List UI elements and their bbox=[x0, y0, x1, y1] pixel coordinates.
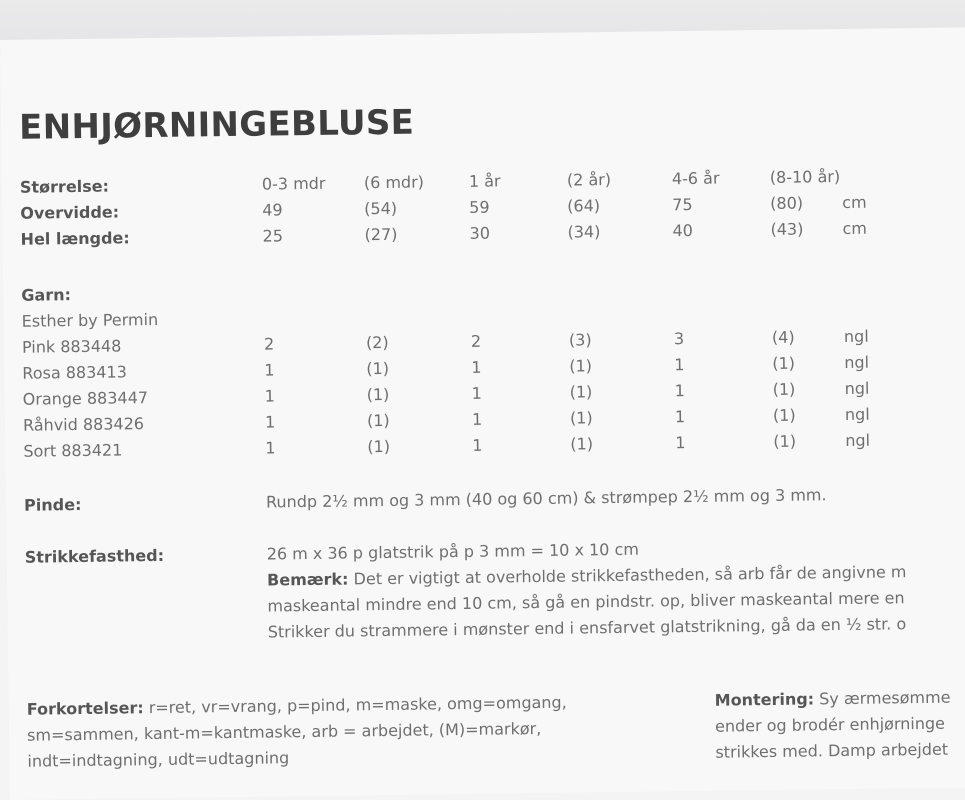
yarn-amount: (1) bbox=[367, 436, 391, 457]
gauge-note-label: Bemærk: bbox=[266, 569, 349, 590]
needles-text: Rundp 2½ mm og 3 mm (40 og 60 cm) & strømpep 2½ mm og 3 mm. bbox=[265, 485, 827, 512]
pattern-page bbox=[0, 27, 965, 800]
length-value: (27) bbox=[364, 224, 398, 245]
yarn-amount: 1 bbox=[264, 386, 275, 406]
yarn-amount: 1 bbox=[471, 409, 483, 429]
yarn-amount: (1) bbox=[773, 431, 797, 451]
width-value: (64) bbox=[567, 196, 601, 216]
abbreviations-text: r=ret, vr=vrang, p=pind, m=maske, omg=omgang, bbox=[148, 692, 567, 718]
yarn-amount: (1) bbox=[570, 434, 594, 454]
length-value: (43) bbox=[770, 219, 804, 239]
length-value: (34) bbox=[567, 222, 601, 242]
size-value: 1 år bbox=[468, 171, 501, 191]
width-unit: cm bbox=[842, 192, 867, 212]
yarn-amount: 1 bbox=[264, 412, 276, 432]
yarn-amount: (1) bbox=[366, 358, 390, 379]
width-value: 49 bbox=[262, 200, 283, 220]
yarn-amount: 1 bbox=[471, 357, 482, 377]
yarn-amount: 1 bbox=[675, 433, 686, 453]
yarn-amount: 1 bbox=[265, 438, 276, 458]
assembly-text: Sy ærmesømme bbox=[819, 687, 951, 709]
width-value: 59 bbox=[469, 197, 490, 217]
yarn-amount: (1) bbox=[772, 353, 796, 373]
yarn-amount: (2) bbox=[365, 332, 389, 353]
yarn-unit: ngl bbox=[845, 430, 871, 450]
yarn-amount: (1) bbox=[366, 410, 390, 431]
yarn-color-name: Orange 883447 bbox=[22, 388, 149, 409]
yarn-amount: 1 bbox=[472, 435, 483, 455]
size-label: Størrelse: bbox=[19, 176, 110, 197]
length-label: Hel længde: bbox=[20, 228, 130, 249]
length-unit: cm bbox=[842, 218, 868, 238]
yarn-amount: (1) bbox=[366, 384, 390, 405]
yarn-amount: (1) bbox=[569, 408, 593, 428]
yarn-unit: ngl bbox=[844, 404, 870, 424]
yarn-amount: 1 bbox=[674, 381, 685, 401]
yarn-color-name: Sort 883421 bbox=[23, 440, 123, 461]
yarn-amount: (3) bbox=[568, 330, 592, 350]
abbreviations-line bbox=[27, 693, 567, 720]
width-label: Overvidde: bbox=[20, 202, 120, 223]
yarn-amount: 1 bbox=[264, 360, 275, 380]
abbreviations-line: indt=indtagning, udt=udtagning bbox=[27, 748, 290, 771]
length-value: 30 bbox=[469, 223, 491, 243]
yarn-unit: ngl bbox=[844, 378, 870, 398]
yarn-amount: (4) bbox=[771, 327, 795, 347]
size-value: (6 mdr) bbox=[363, 172, 425, 193]
pattern-title: ENHJØRNINGEBLUSE bbox=[18, 102, 415, 148]
size-value: (8-10 år) bbox=[769, 167, 841, 187]
yarn-amount: 1 bbox=[471, 383, 482, 403]
yarn-label: Garn: bbox=[21, 285, 72, 305]
yarn-amount: (1) bbox=[772, 405, 796, 425]
width-value: (54) bbox=[364, 198, 398, 219]
needles-label: Pinde: bbox=[23, 494, 82, 515]
yarn-amount: 2 bbox=[470, 331, 482, 351]
gauge-note-line: Strikker du strammere i mønster end i ensfarvet glatstrikning, gå da en ½ str. o bbox=[267, 614, 907, 642]
gauge-note-text: Det er vigtigt at overholde strikkefastheden, så arb får de angivne m bbox=[353, 562, 907, 589]
yarn-amount: (1) bbox=[569, 382, 593, 402]
yarn-amount: 3 bbox=[673, 329, 685, 349]
gauge-note-line bbox=[267, 562, 907, 590]
yarn-unit: ngl bbox=[843, 326, 869, 346]
yarn-amount: 1 bbox=[674, 355, 685, 375]
length-value: 40 bbox=[672, 220, 694, 241]
yarn-amount: 1 bbox=[674, 407, 686, 427]
gauge-label: Strikkefasthed: bbox=[24, 545, 165, 567]
yarn-unit: ngl bbox=[844, 352, 870, 372]
yarn-color-name: Rosa 883413 bbox=[22, 362, 127, 383]
width-value: (80) bbox=[770, 193, 804, 213]
assembly-line bbox=[715, 688, 951, 711]
yarn-amount: 2 bbox=[263, 334, 275, 354]
length-value: 25 bbox=[262, 226, 284, 246]
assembly-line: ender og brodér enhjørninge bbox=[714, 713, 946, 736]
yarn-brand: Esther by Permin bbox=[21, 309, 159, 331]
abbreviations-line: sm=sammen, kant-m=kantmaske, arb = arbejdet, (M)=markør, bbox=[26, 718, 542, 745]
yarn-color-name: Råhvid 883426 bbox=[22, 414, 145, 435]
gauge-note-line: maskeantal mindre end 10 cm, så gå en pindstr. op, bliver maskeantal mere en bbox=[267, 588, 905, 616]
width-value: 75 bbox=[672, 194, 693, 215]
yarn-color-name: Pink 883448 bbox=[21, 336, 122, 357]
size-value: 4-6 år bbox=[671, 168, 720, 189]
size-value: (2 år) bbox=[566, 170, 612, 190]
assembly-label: Montering: bbox=[714, 689, 815, 710]
abbreviations-label: Forkortelser: bbox=[26, 698, 144, 719]
gauge-text: 26 m x 36 p glatstrik på p 3 mm = 10 x 10 cm bbox=[266, 539, 640, 564]
assembly-line: strikkes med. Damp arbejdet bbox=[715, 739, 949, 762]
size-value: 0-3 mdr bbox=[261, 173, 326, 194]
yarn-amount: (1) bbox=[772, 379, 796, 399]
yarn-amount: (1) bbox=[569, 356, 593, 376]
